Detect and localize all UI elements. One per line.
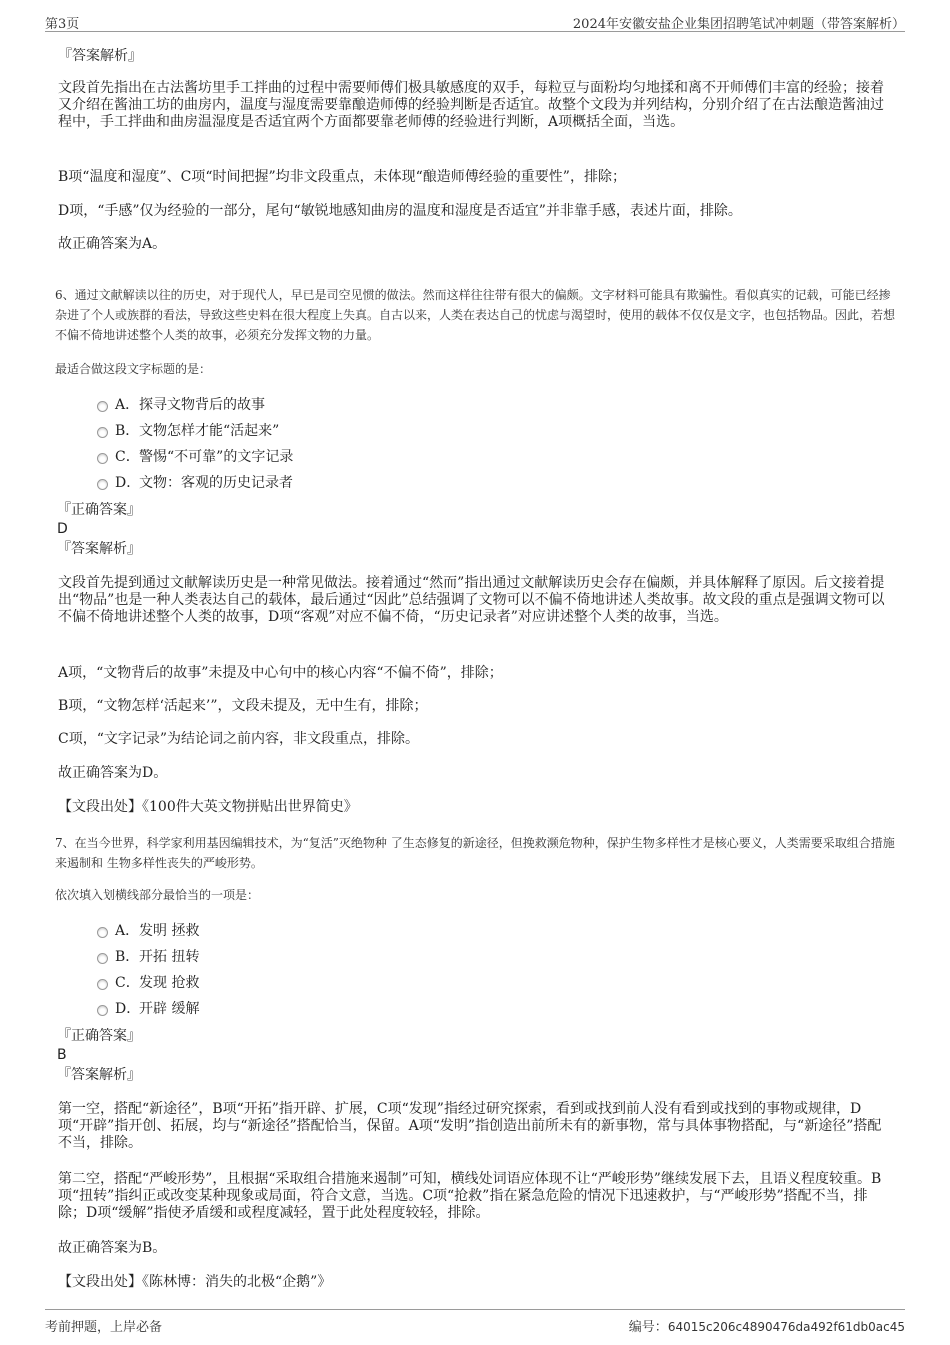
- prev-analysis-para-2: B项“温度和湿度”、C项“时间把握”均非文段重点，未体现“酿造师傅经验的重要性”，排除；: [58, 169, 626, 185]
- q6-analysis-para-2: A项，“文物背后的故事”未提及中心句中的核心内容“不偏不倚”，排除；: [58, 665, 503, 681]
- q6-stem: 6、通过文献解读以往的历史，对于现代人，早已是司空见惯的做法。然而这样往往带有很大的偏颇。文字材料可能具有欺骗性。看似真实的记载，可能已经掺杂进了个人或族群的看法，导致这些史料在很大程度上失真。自古以来，人类在表达自己的忧虑与渴望时，使用的载体不仅仅是文字，也包括物品。因此，若想不偏不倚地讲述整个人类的故事，必须充分发挥文物的力量。: [55, 288, 896, 342]
- page-footer: [45, 1309, 905, 1334]
- q6-option-d[interactable]: D．文物：客观的历史记录者: [95, 473, 293, 499]
- radio-icon[interactable]: [97, 953, 108, 964]
- q7-option-b[interactable]: B．开拓 扭转: [95, 947, 199, 973]
- radio-icon[interactable]: [97, 479, 108, 490]
- q7-analysis-para-2: 第二空，搭配“严峻形势”，且根据“采取组合措施来遏制”可知，横线处词语应体现不让“严峻形势”继续发展下去，且语义程度较重。B项“扭转”指纠正或改变某种现象或局面，符合文意，当选。C项“抢救”指在紧急危险的情况下迅速救护，与“严峻形势”搭配不当，排除；D项“缓解”指使矛盾缓和或程度减轻，置于此处程度较轻，排除。: [58, 1171, 882, 1221]
- q7-prompt: 依次填入划横线部分最恰当的一项是：: [55, 888, 260, 902]
- footer-slogan: 考前押题，上岸必备: [45, 1320, 163, 1335]
- prev-analysis-para-1: 文段首先指出在古法酱坊里手工拌曲的过程中需要师傅们极具敏感度的双手，每粒豆与面粉均匀地揉和离不开师傅们丰富的经验；接着又介绍在酱油工坊的曲房内，温度与湿度需要靠酿造师傅的经验判断是否适宜。故整个文段为并列结构，分别介绍了在古法酿造酱油过程中，手工拌曲和曲房温湿度是否适宜两个方面都要靠老师傅的经验进行判断，A项概括全面，当选。: [58, 80, 884, 130]
- q7-analysis-label: 『答案解析』: [57, 1067, 141, 1083]
- q6-analysis-para-4: C项，“文字记录”为结论词之前内容，非文段重点，排除。: [58, 731, 420, 747]
- document-title: 2024年安徽安盐企业集团招聘笔试冲刺题（带答案解析）: [572, 17, 905, 32]
- radio-icon[interactable]: [97, 979, 108, 990]
- q6-prompt: 最适合做这段文字标题的是：: [55, 362, 212, 376]
- q6-options: [95, 395, 293, 499]
- q6-analysis-para-1: 文段首先提到通过文献解读历史是一种常见做法。接着通过“然而”指出通过文献解读历史会存在偏颇，并具体解释了原因。后文接着提出“物品”也是一种人类表达自己的载体，最后通过“因此”总结强调了文物可以不偏不倚地讲述人类故事。故文段的重点是强调文物可以不偏不倚地讲述整个人类的故事，D项“客观”对应不偏不倚，“历史记录者”对应讲述整个人类的故事，当选。: [58, 575, 885, 625]
- page-number: 第3页: [45, 17, 80, 32]
- radio-icon[interactable]: [97, 453, 108, 464]
- q6-analysis-label: 『答案解析』: [57, 541, 141, 557]
- q7-option-d[interactable]: D．开辟 缓解: [95, 999, 199, 1025]
- q7-correct-answer: B: [57, 1047, 67, 1063]
- radio-icon[interactable]: [97, 927, 108, 938]
- q6-correct-answer: D: [57, 521, 68, 537]
- q7-options: [95, 921, 199, 1025]
- q7-option-c[interactable]: C．发现 抢救: [95, 973, 199, 999]
- page-header: [45, 13, 905, 32]
- q6-analysis-para-3: B项，“文物怎样‘活起来’”，文段未提及，无中生有，排除；: [58, 698, 428, 714]
- q7-source: 【文段出处】《陈林博：消失的北极“企鹅”》: [58, 1274, 332, 1290]
- q6-answer-line: 故正确答案为D。: [58, 765, 168, 781]
- q7-option-a[interactable]: A．发明 拯救: [95, 921, 199, 947]
- q6-correct-label: 『正确答案』: [57, 502, 141, 518]
- document-id: 编号：64015c206c4890476da492f61db0ac45: [628, 1320, 905, 1335]
- prev-analysis-label: 『答案解析』: [58, 48, 142, 64]
- q6-option-b[interactable]: B．文物怎样才能“活起来”: [95, 421, 293, 447]
- prev-analysis-para-3: D项，“手感”仅为经验的一部分，尾句“敏锐地感知曲房的温度和湿度是否适宜”并非靠手感，表述片面，排除。: [58, 203, 742, 219]
- radio-icon[interactable]: [97, 401, 108, 412]
- radio-icon[interactable]: [97, 427, 108, 438]
- q6-option-a[interactable]: A．探寻文物背后的故事: [95, 395, 293, 421]
- q6-option-c[interactable]: C．警惕“不可靠”的文字记录: [95, 447, 293, 473]
- radio-icon[interactable]: [97, 1005, 108, 1016]
- q7-answer-line: 故正确答案为B。: [58, 1240, 167, 1256]
- q7-stem: 7、在当今世界，科学家利用基因编辑技术，为“复活”灭绝物种 了生态修复的新途径，但挽救濒危物种，保护生物多样性才是核心要义，人类需要采取组合措施来遏制和 生物多样性丧失的严峻形势。: [55, 836, 895, 870]
- q7-correct-label: 『正确答案』: [57, 1028, 141, 1044]
- prev-answer-line: 故正确答案为A。: [58, 236, 167, 252]
- q6-source: 【文段出处】《100件大英文物拼贴出世界简史》: [58, 799, 358, 815]
- q7-analysis-para-1: 第一空，搭配“新途径”，B项“开拓”指开辟、扩展，C项“发现”指经过研究探索，看到或找到前人没有看到或找到的事物或规律，D项“开辟”指开创、拓展，均与“新途径”搭配恰当，保留。A项“发明”指创造出前所未有的新事物，常与具体事物搭配，与“新途径”搭配不当，排除。: [58, 1101, 882, 1151]
